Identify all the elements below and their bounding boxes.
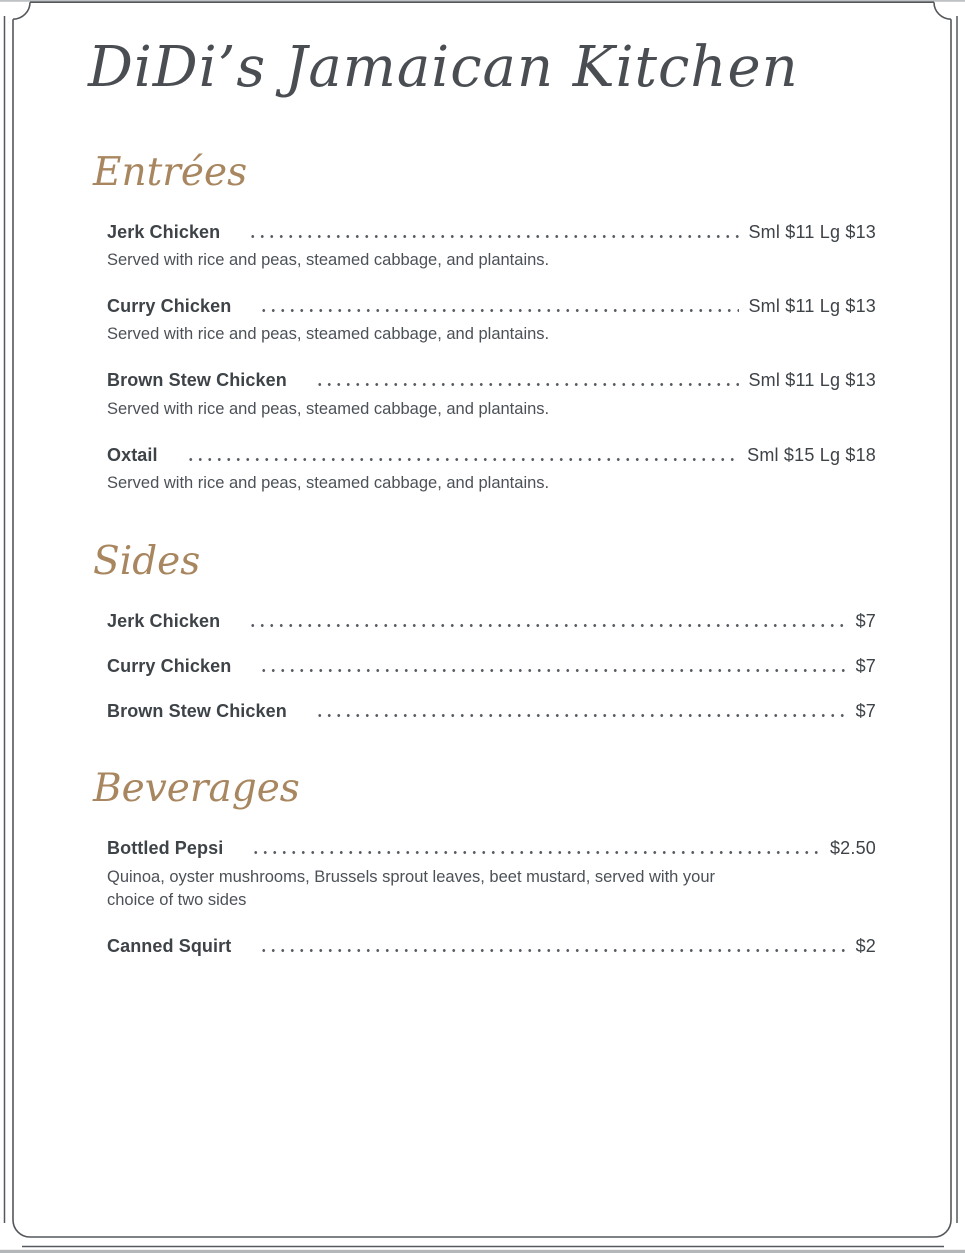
section-title: Entrées [93, 150, 248, 196]
item-price: Sml $11 Lg $13 [748, 296, 876, 317]
menu-item [107, 836, 876, 913]
dotted-leader [248, 624, 846, 627]
item-price: Sml $11 Lg $13 [748, 221, 876, 242]
dotted-leader [259, 309, 739, 312]
item-row [107, 294, 876, 318]
item-name: Canned Squirt [107, 936, 232, 957]
item-row [107, 368, 876, 392]
menu-item [107, 609, 876, 633]
item-name: Oxtail [107, 444, 158, 465]
dotted-leader [315, 714, 847, 717]
item-row [107, 836, 876, 860]
item-name: Curry Chicken [107, 296, 232, 317]
item-price: Sml $11 Lg $13 [748, 370, 876, 391]
section-items [93, 836, 876, 958]
item-name: Brown Stew Chicken [107, 701, 287, 722]
item-name: Jerk Chicken [107, 610, 221, 631]
dotted-leader [259, 669, 846, 672]
menu-item [107, 654, 876, 678]
menu-item [107, 220, 876, 273]
dotted-leader [315, 383, 740, 386]
item-price: $7 [855, 655, 876, 676]
menu-section [93, 765, 876, 958]
dotted-leader [251, 851, 821, 854]
menu-item [107, 699, 876, 723]
section-title: Beverages [93, 766, 300, 812]
item-row [107, 443, 876, 467]
menu-section [93, 149, 876, 496]
dotted-leader [259, 949, 846, 952]
item-price: $7 [855, 701, 876, 722]
menu-item [107, 443, 876, 496]
item-price: $2.50 [829, 838, 876, 859]
item-row [107, 609, 876, 633]
section-items [93, 220, 876, 496]
item-row [107, 934, 876, 958]
item-description: Quinoa, oyster mushrooms, Brussels sprout leaves, beet mustard, served with your choice of two sides [107, 867, 716, 910]
menu-item [107, 368, 876, 421]
item-price: $7 [855, 610, 876, 631]
item-name: Brown Stew Chicken [107, 370, 287, 391]
item-description: Served with rice and peas, steamed cabbage, and plantains. [107, 251, 550, 270]
item-name: Curry Chicken [107, 655, 232, 676]
item-row [107, 220, 876, 244]
menu-item [107, 294, 876, 347]
menu-section [93, 538, 876, 724]
section-title: Sides [93, 538, 201, 584]
item-description: Served with rice and peas, steamed cabbage, and plantains. [107, 399, 550, 418]
menu-sections [0, 149, 965, 958]
item-row [107, 654, 876, 678]
item-name: Jerk Chicken [107, 221, 221, 242]
item-price: $2 [855, 936, 876, 957]
dotted-leader [186, 458, 738, 461]
restaurant-title: DiDi’s Jamaican Kitchen [88, 35, 799, 100]
item-description: Served with rice and peas, steamed cabbage, and plantains. [107, 473, 550, 492]
item-name: Bottled Pepsi [107, 838, 224, 859]
item-price: Sml $15 Lg $18 [747, 444, 876, 465]
dotted-leader [248, 235, 739, 238]
menu-item [107, 934, 876, 958]
item-row [107, 699, 876, 723]
section-items [93, 609, 876, 724]
item-description: Served with rice and peas, steamed cabbage, and plantains. [107, 325, 550, 344]
